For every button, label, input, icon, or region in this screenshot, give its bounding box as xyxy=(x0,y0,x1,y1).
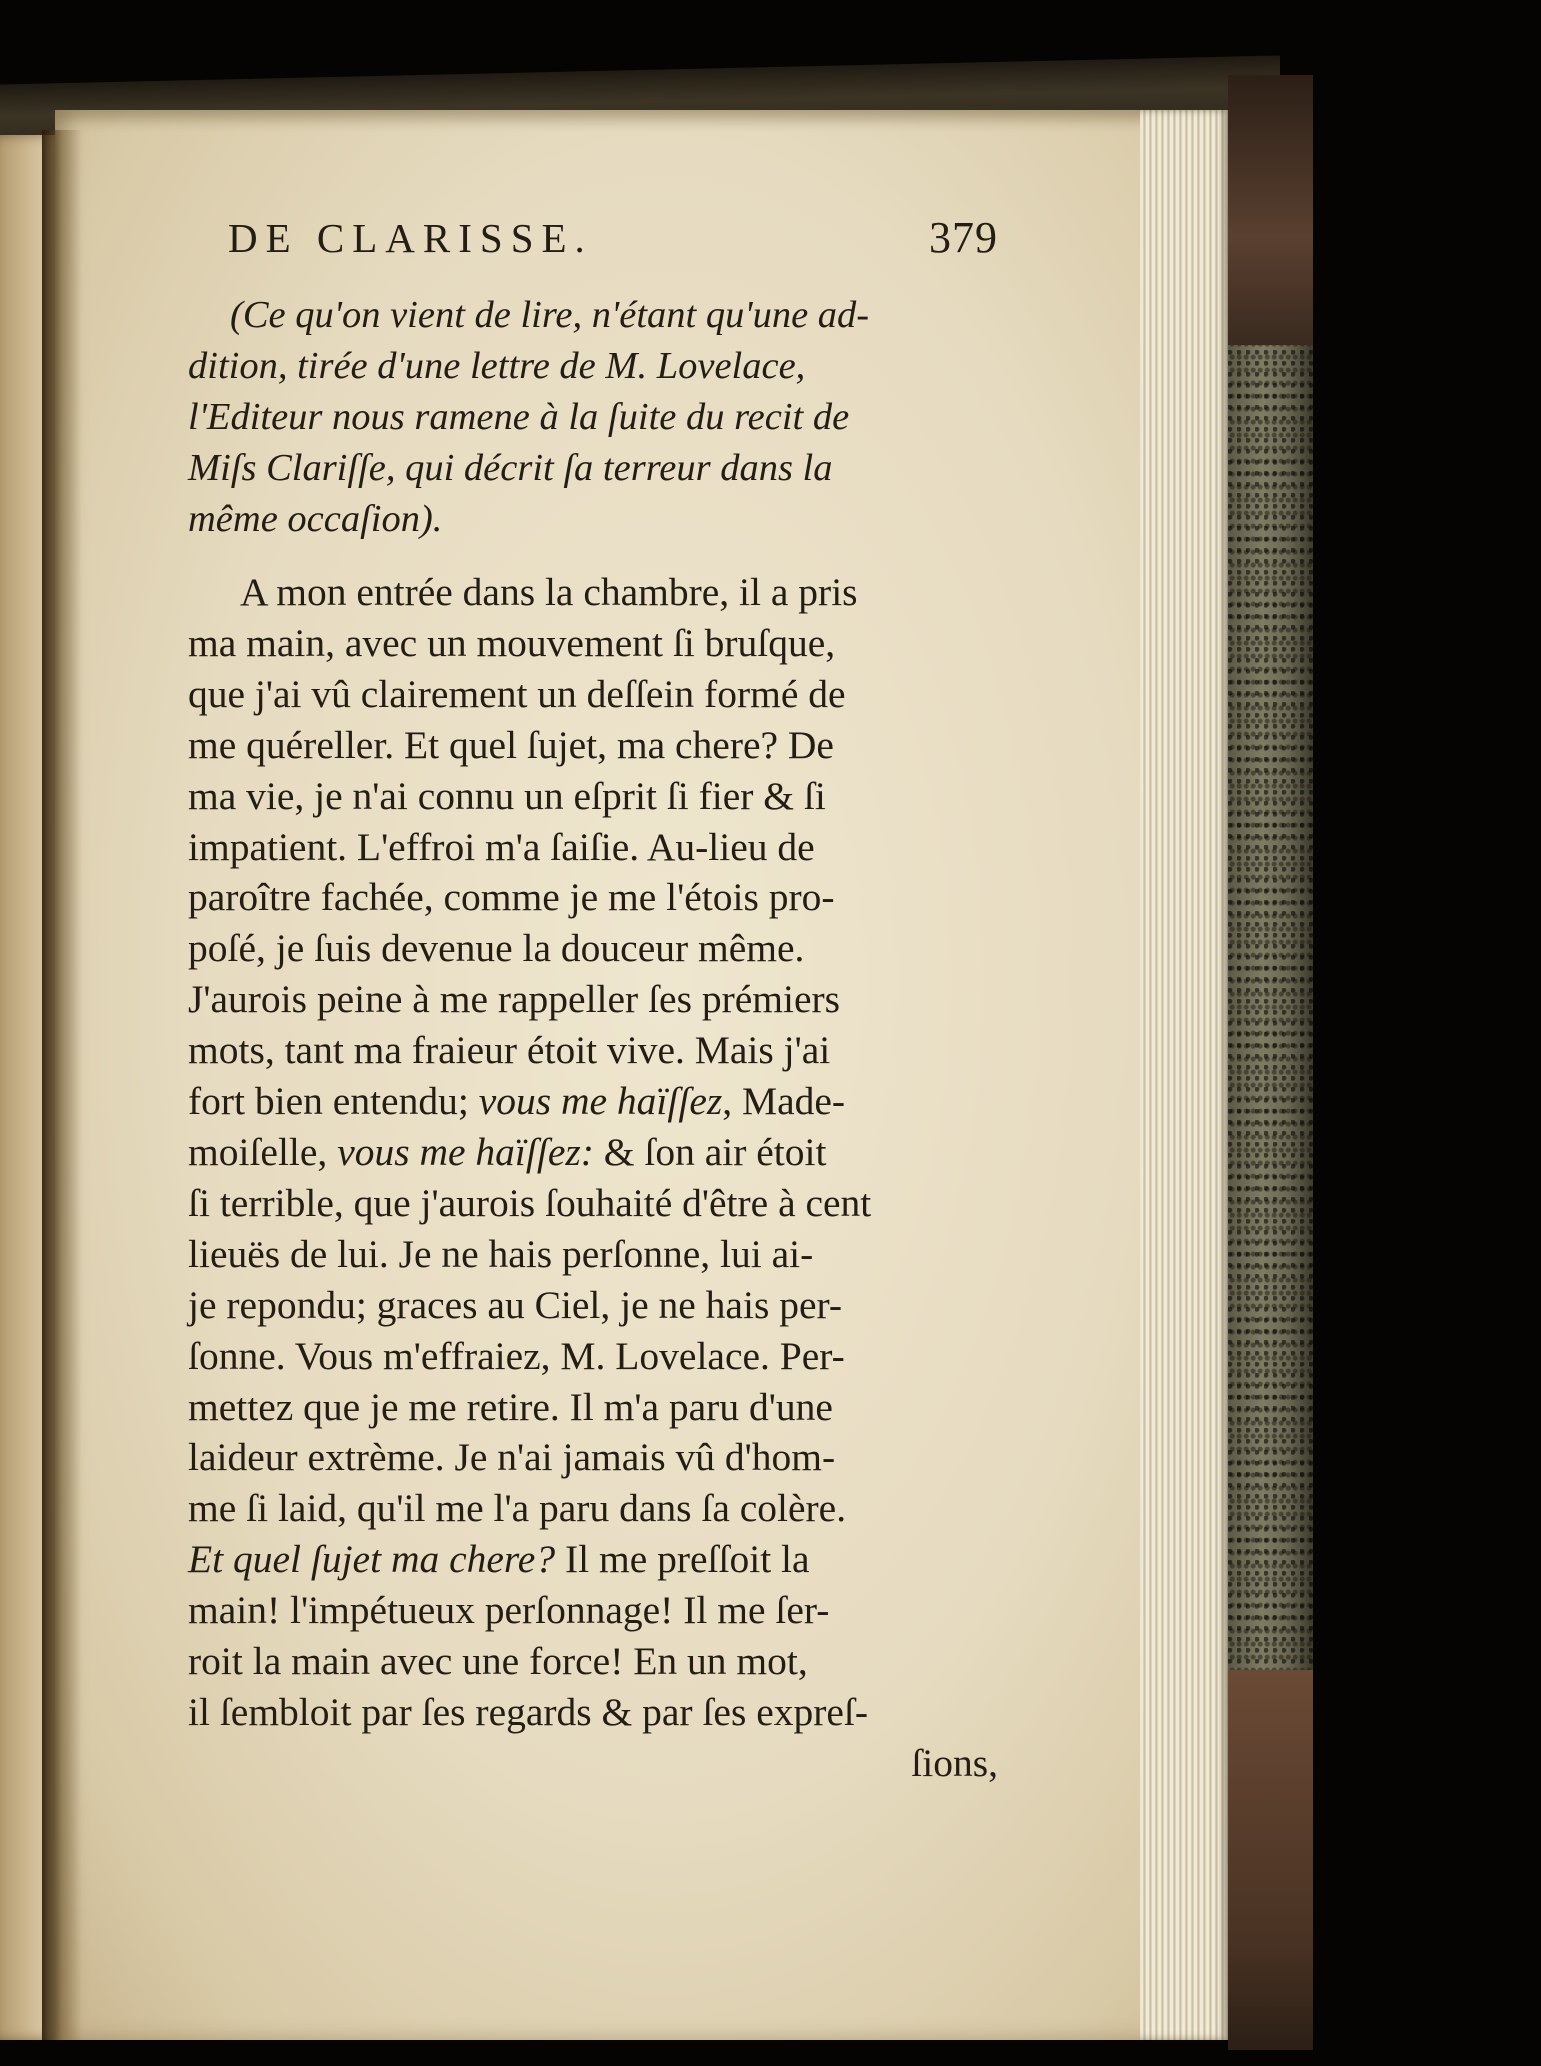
text-line: (Ce qu'on vient de lire, n'étant qu'une ad- xyxy=(230,294,870,336)
text-line: ma main, avec un mouvement ſi bruſque, xyxy=(188,620,836,665)
text-segment: fort bien entendu; xyxy=(188,1079,479,1124)
catchword: ſions, xyxy=(911,1740,998,1785)
text-line: me quéreller. Et quel ſujet, ma chere? De xyxy=(188,722,834,767)
text-line: que j'ai vû clairement un deſſein formé de xyxy=(188,671,846,716)
text-line: poſé, je ſuis devenue la douceur même. xyxy=(188,926,805,971)
page-text xyxy=(188,212,998,1789)
text-segment: , Made- xyxy=(722,1079,846,1124)
italic-quote: vous me haïſſez xyxy=(478,1079,723,1124)
text-segment: Il me preſſoit la xyxy=(555,1537,810,1582)
text-segment: moiſelle, xyxy=(188,1129,338,1174)
text-line: je repondu; graces au Ciel, je ne hais per- xyxy=(188,1282,842,1327)
body-paragraph xyxy=(188,567,998,1789)
text-line: impatient. L'effroi m'a ſaiſie. Au-lieu de xyxy=(188,824,815,869)
leather-corner-bottom xyxy=(1228,1670,1313,2050)
text-line: l'Editeur nous ramene à la ſuite du recit de xyxy=(188,396,850,438)
text-line: lieuës de lui. Je ne hais perſonne, lui ai- xyxy=(188,1231,814,1276)
page-number: 379 xyxy=(929,213,998,262)
page-header xyxy=(188,212,998,272)
text-line: me ſi laid, qu'il me l'a paru dans ſa colère. xyxy=(188,1486,847,1531)
text-line: ſi terrible, que j'aurois ſouhaité d'être à cent xyxy=(188,1180,872,1225)
italic-quote: Et quel ſujet ma chere? xyxy=(188,1537,556,1582)
leather-corner-top xyxy=(1228,75,1313,345)
text-line: laideur extrème. Je n'ai jamais vû d'hom- xyxy=(188,1435,836,1480)
text-line: roit la main avec une force! En un mot, xyxy=(188,1639,808,1684)
page-block-edge xyxy=(1140,110,1230,2040)
text-line: même occaſion). xyxy=(188,498,443,540)
running-head: DE CLARISSE. xyxy=(228,215,593,261)
text-line: ma vie, je n'ai connu un eſprit ſi fier & ſi xyxy=(188,773,826,818)
text-line xyxy=(188,1076,998,1127)
gutter-shadow xyxy=(42,130,82,2040)
editor-note xyxy=(188,290,998,545)
text-line: paroître fachée, comme je me l'étois pro- xyxy=(188,875,835,920)
text-line xyxy=(188,1127,998,1178)
text-line: A mon entrée dans la chambre, il a pris xyxy=(240,570,858,614)
text-line: il ſembloit par ſes regards & par ſes expreſ- xyxy=(188,1689,869,1734)
text-line: dition, tirée d'une lettre de M. Lovelace, xyxy=(188,345,806,387)
text-segment: & ſon air étoit xyxy=(593,1129,827,1174)
text-line: Miſs Clariſſe, qui décrit ſa terreur dans la xyxy=(188,447,833,489)
text-line: main! l'impétueux perſonnage! Il me ſer- xyxy=(188,1588,830,1633)
text-line: ſonne. Vous m'effraiez, M. Lovelace. Per- xyxy=(188,1333,845,1378)
text-line: mots, tant ma fraieur étoit vive. Mais j'ai xyxy=(188,1028,831,1073)
text-line: J'aurois peine à me rappeller ſes prémiers xyxy=(188,977,841,1022)
italic-quote: vous me haïſſez: xyxy=(337,1129,594,1174)
text-line: mettez que je me retire. Il m'a paru d'une xyxy=(188,1384,833,1429)
text-line xyxy=(188,1534,998,1585)
